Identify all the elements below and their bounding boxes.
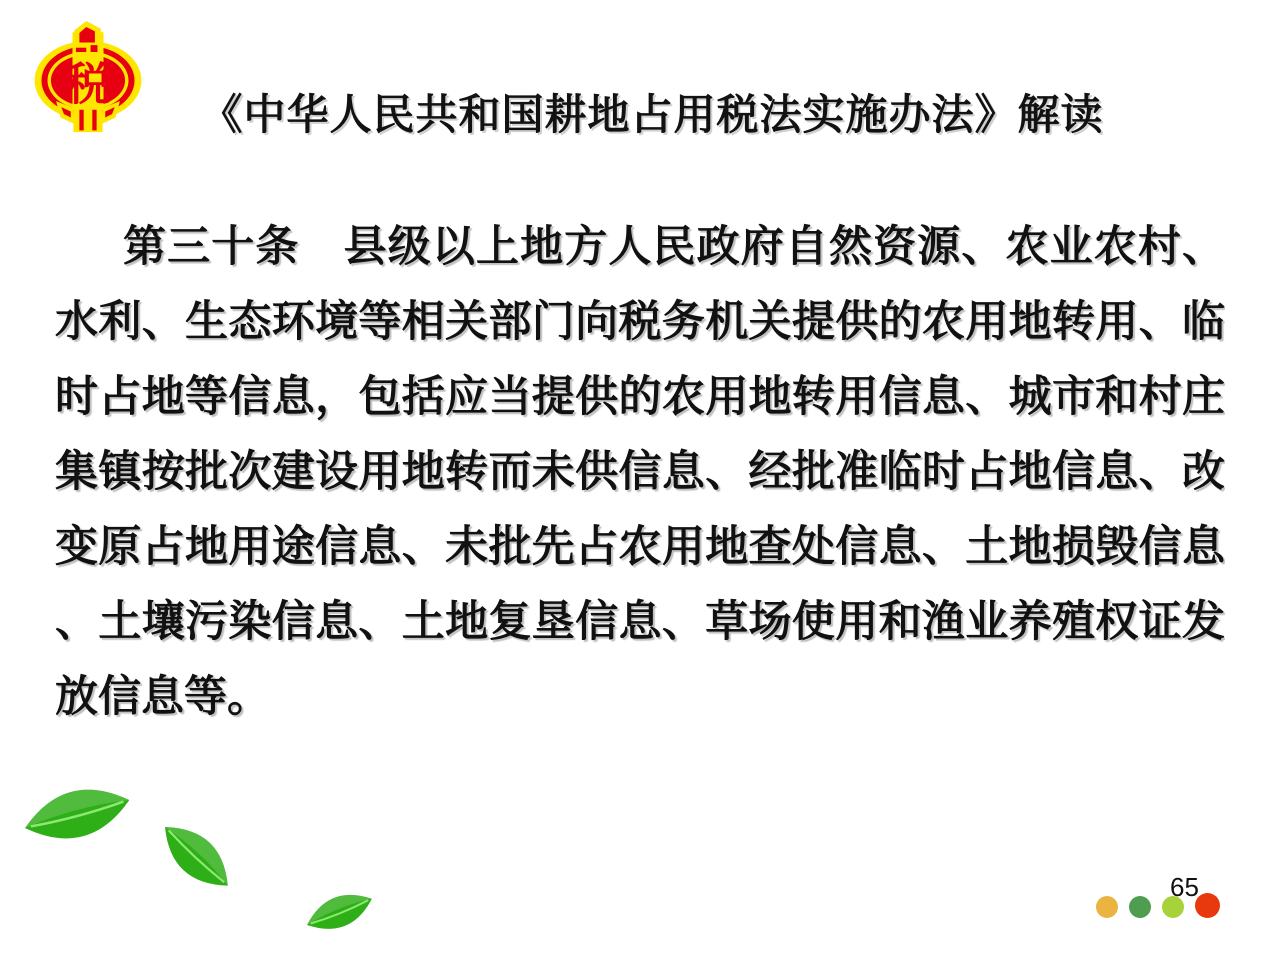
- body-paragraph: [55, 210, 1225, 735]
- body-line: 放信息等。: [55, 674, 270, 721]
- page-number: 65: [1170, 872, 1199, 902]
- progress-dot: [1096, 896, 1118, 918]
- body-line: 水利、生态环境等相关部门向税务机关提供的农用地转用、临: [55, 299, 1225, 346]
- progress-dot: [1129, 896, 1151, 918]
- leaf-icon: [301, 885, 377, 939]
- body-line: 集镇按批次建设用地转而未供信息、经批准临时占地信息、改: [55, 449, 1225, 496]
- leaf-icon: [152, 813, 241, 899]
- svg-text:税: 税: [65, 59, 111, 110]
- body-line: 第三十条 县级以上地方人民政府自然资源、农业农村、: [123, 224, 1225, 271]
- body-line: 时占地等信息，包括应当提供的农用地转用信息、城市和村庄: [55, 374, 1225, 421]
- leaf-decoration: [0, 775, 420, 960]
- body-line: 变原占地用途信息、未批先占农用地查处信息、土地损毁信息: [55, 524, 1225, 571]
- page-title: 《中华人民共和国耕地占用税法实施办法》解读: [200, 91, 1104, 138]
- body-line: 、土壤污染信息、土地复垦信息、草场使用和渔业养殖权证发: [55, 599, 1225, 646]
